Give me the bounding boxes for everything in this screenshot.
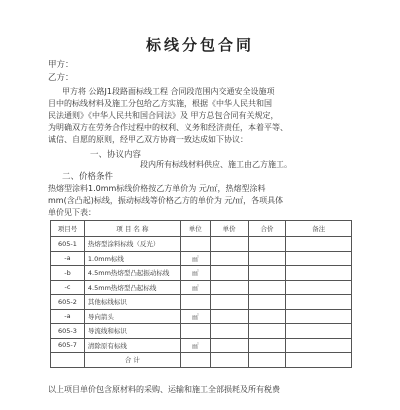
party-b-label: 乙方：	[48, 73, 74, 83]
cell-unit-price	[210, 237, 248, 252]
document-title: 标线分包合同	[145, 36, 254, 54]
cell-item-name: 清除原有标线	[84, 338, 180, 353]
table-row	[51, 324, 352, 339]
table-row	[51, 295, 352, 310]
cell-unit	[180, 295, 210, 310]
party-a-label: 甲方：	[48, 60, 74, 70]
cell-item-no: 605-3	[51, 324, 85, 339]
price-line: 热熔型涂料1.0mm标线价格按乙方单价为 元/㎡，热熔型涂料	[48, 184, 266, 193]
cell-unit	[180, 324, 210, 339]
cell-item-no: -a	[51, 251, 85, 266]
cell-item-no: -b	[51, 266, 85, 281]
table-row	[51, 251, 352, 266]
cell-total-price	[248, 309, 286, 324]
price-line: 单价见下表：	[48, 208, 96, 217]
price-line: mm(含凸起)标线，振动标线等价格乙方的单价为 元/㎡，各项具体	[48, 196, 284, 205]
cell-item-no: -c	[51, 280, 85, 295]
cell-item-name: 导向箭头	[84, 309, 180, 324]
intro-line: 甲方将 公路J1段路面标线工程 合同段范围内交通安全设施项	[62, 87, 275, 96]
cell-unit: ㎡	[180, 338, 210, 353]
cell-item-no	[51, 353, 85, 368]
col-header-total-price: 合价	[248, 221, 286, 237]
col-header-unit: 单位	[180, 221, 210, 237]
section-heading-agreement: 一、协议内容	[90, 150, 142, 160]
cell-total-price	[248, 266, 286, 281]
cell-item-name: 4.5mm热熔型凸起振动标线	[84, 266, 180, 281]
intro-line: 民法通则》《中华人民共和国合同法》及 甲方总包合同有关规定，	[48, 111, 279, 120]
cell-total-price	[248, 237, 286, 252]
section-heading-price: 二、价格条件	[62, 172, 114, 182]
cell-item-name: 其他标线标识	[84, 295, 180, 310]
cell-item-name: 热熔型涂料标线（反光）	[84, 237, 180, 252]
cell-unit: ㎡	[180, 280, 210, 295]
cell-total-price	[248, 251, 286, 266]
cell-remarks	[286, 353, 352, 368]
col-header-unit-price: 单价	[210, 221, 248, 237]
intro-line: 目中的标线材料及施工分包给乙方实施，根据《中华人民共和国	[48, 99, 272, 108]
cell-unit: ㎡	[180, 309, 210, 324]
rates-table	[50, 220, 352, 368]
cell-unit-price	[210, 295, 248, 310]
cell-remarks	[286, 324, 352, 339]
table-row	[51, 309, 352, 324]
table-header-row	[51, 221, 352, 237]
col-header-remarks: 备注	[286, 221, 352, 237]
table-row	[51, 266, 352, 281]
intro-line: 诚信、自愿的原则，经甲乙双方协商一致达成如下协议：	[48, 135, 248, 144]
cell-unit	[180, 353, 210, 368]
cell-total-price	[248, 338, 286, 353]
cell-remarks	[286, 266, 352, 281]
cell-unit-price	[210, 353, 248, 368]
cell-item-no: 605-1	[51, 237, 85, 252]
cell-unit: ㎡	[180, 251, 210, 266]
cell-total-price	[248, 324, 286, 339]
cell-item-name: 导流线和标识	[84, 324, 180, 339]
cell-unit-price	[210, 324, 248, 339]
table-row	[51, 280, 352, 295]
cell-remarks	[286, 280, 352, 295]
cell-total-price	[248, 280, 286, 295]
cell-unit: ㎡	[180, 266, 210, 281]
cell-unit-price	[210, 309, 248, 324]
cell-remarks	[286, 309, 352, 324]
cell-total-price	[248, 353, 286, 368]
table-row	[51, 237, 352, 252]
table-row	[51, 338, 352, 353]
cell-unit-price	[210, 266, 248, 281]
cell-item-no: 605-2	[51, 295, 85, 310]
cell-unit-price	[210, 280, 248, 295]
cell-unit	[180, 237, 210, 252]
cell-item-name: 4.5mm热熔型凸起标线	[84, 280, 180, 295]
cell-remarks	[286, 295, 352, 310]
cell-unit-price	[210, 338, 248, 353]
cell-item-name: 1.0mm标线	[84, 251, 180, 266]
cell-item-name: 合 计	[84, 353, 180, 368]
cell-item-no: 605-7	[51, 338, 85, 353]
cell-item-no: -a	[51, 309, 85, 324]
col-header-item-name: 项 目 名 称	[84, 221, 180, 237]
table-row	[51, 353, 352, 368]
agreement-content: 段内所有标线材料供应、施工由乙方施工。	[140, 160, 292, 169]
cell-total-price	[248, 295, 286, 310]
cell-unit-price	[210, 251, 248, 266]
footer-note: 以上项目单价包含原材料的采购、运输和施工全部损耗及所有税费	[48, 385, 280, 394]
cell-remarks	[286, 237, 352, 252]
cell-remarks	[286, 338, 352, 353]
intro-line: 为明确双方在劳务合作过程中的权利、义务和经济责任，本着平等、	[48, 123, 288, 132]
cell-remarks	[286, 251, 352, 266]
col-header-item-no: 项目号	[51, 221, 85, 237]
